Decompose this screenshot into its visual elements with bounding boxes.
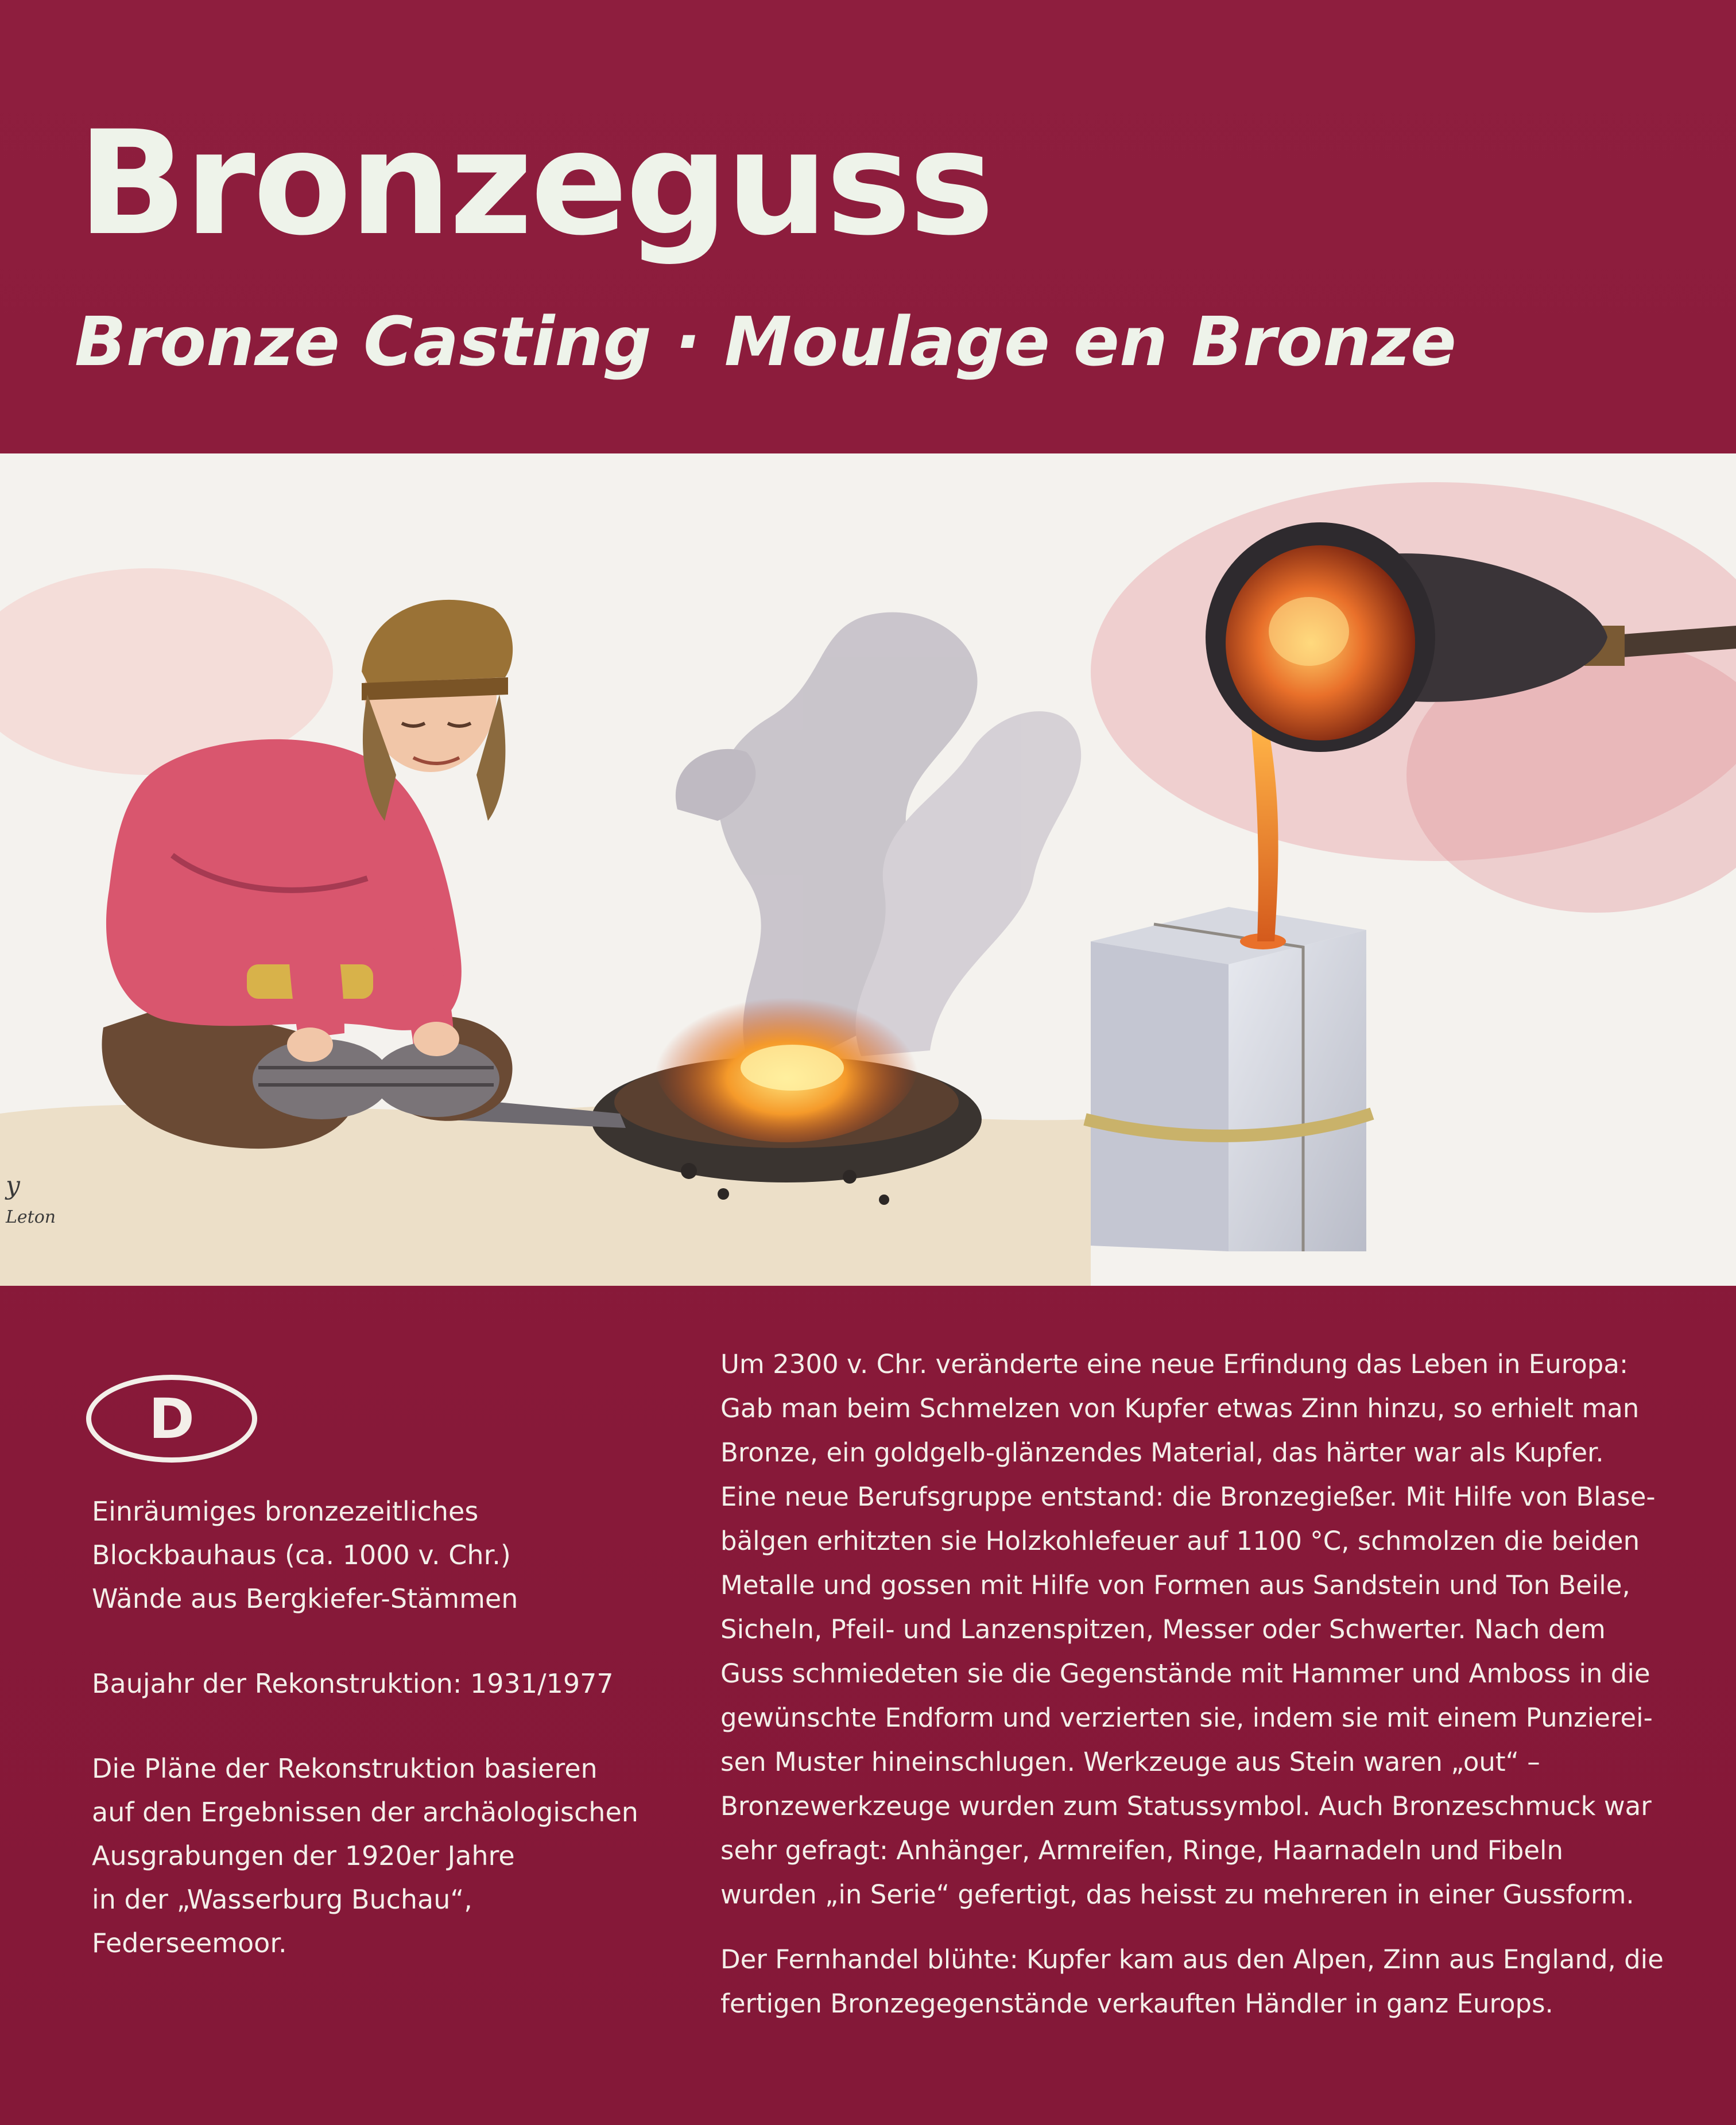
language-code: D xyxy=(149,1386,195,1451)
text-line: Blockbauhaus (ca. 1000 v. Chr.) xyxy=(92,1540,511,1571)
text-line: Guss schmiedeten sie die Gegenstände mit Hammer und Amboss in die xyxy=(720,1658,1650,1689)
artist-signature-line-2: Leton xyxy=(6,1207,56,1227)
text-line: Um 2300 v. Chr. veränderte eine neue Erfindung das Leben in Europa: xyxy=(720,1349,1629,1379)
text-line: sehr gefragt: Anhänger, Armreifen, Ringe, Haarnadeln und Fibeln xyxy=(720,1835,1564,1866)
reconstruction-basis xyxy=(92,1747,666,1965)
artist-signature-line-1: y xyxy=(6,1171,20,1200)
text-line: sen Muster hineinschlugen. Werkzeuge aus Stein waren „out“ – xyxy=(720,1747,1540,1777)
text-line: Bronze, ein goldgelb-glänzendes Material, das härter war als Kupfer. xyxy=(720,1437,1604,1468)
sign-title: Bronzeguss xyxy=(78,100,993,267)
house-description xyxy=(92,1490,666,1620)
stone-mould xyxy=(1085,907,1372,1286)
text-line: Baujahr der Rekonstruktion: 1931/1977 xyxy=(92,1668,614,1699)
text-line: auf den Ergebnissen der archäologischen xyxy=(92,1797,638,1828)
bronze-history-column xyxy=(720,1342,1696,2046)
bronze-invention-paragraph xyxy=(720,1342,1696,1917)
house-info-column xyxy=(92,1490,666,2006)
text-line: Federseemoor. xyxy=(92,1928,287,1959)
text-line: Einräumiges bronzezeitliches xyxy=(92,1496,479,1527)
sign-subtitle: Bronze Casting · Moulage en Bronze xyxy=(75,302,1456,381)
text-line: gewünschte Endform und verzierten sie, indem sie mit einem Punzierei- xyxy=(720,1703,1653,1733)
text-line: Gab man beim Schmelzen von Kupfer etwas Zinn hinzu, so erhielt man xyxy=(720,1393,1640,1424)
text-line: Eine neue Berufsgruppe entstand: die Bronzegießer. Mit Hilfe von Blase- xyxy=(720,1482,1656,1512)
text-line: Metalle und gossen mit Hilfe von Formen aus Sandstein und Ton Beile, xyxy=(720,1570,1630,1600)
language-badge xyxy=(86,1375,257,1463)
text-line: bälgen erhitzten sie Holzkohlefeuer auf 1100 °C, schmolzen die beiden xyxy=(720,1526,1640,1556)
text-line: fertigen Bronzegegenstände verkauften Händler in ganz Europs. xyxy=(720,1988,1553,2019)
text-line: Sicheln, Pfeil- und Lanzenspitzen, Messer oder Schwerter. Nach dem xyxy=(720,1614,1606,1645)
illustration-drawing xyxy=(0,453,1736,1286)
text-line: Die Pläne der Rekonstruktion basieren xyxy=(92,1753,598,1784)
text-line: Ausgrabungen der 1920er Jahre xyxy=(92,1840,515,1871)
construction-year xyxy=(92,1662,666,1705)
long-distance-trade-paragraph xyxy=(720,1937,1696,2026)
text-line: wurden „in Serie“ gefertigt, das heisst zu mehreren in einer Gussform. xyxy=(720,1879,1634,1910)
text-line: Bronzewerkzeuge wurden zum Statussymbol. Auch Bronzeschmuck war xyxy=(720,1791,1652,1821)
text-line: Der Fernhandel blühte: Kupfer kam aus den Alpen, Zinn aus England, die xyxy=(720,1944,1664,1975)
text-line: Wände aus Bergkiefer-Stämmen xyxy=(92,1583,518,1614)
text-line: in der „Wasserburg Buchau“, xyxy=(92,1884,472,1915)
bronze-casting-illustration xyxy=(0,453,1736,1286)
